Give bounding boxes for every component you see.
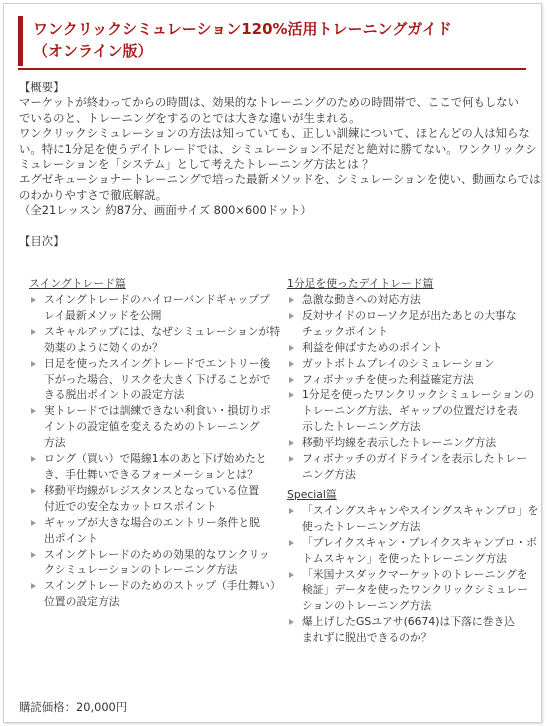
toc-item bbox=[287, 292, 532, 308]
overview-line: でいるのと、トレーニングをするのとでは大きな違いが生まれる。 bbox=[19, 110, 361, 125]
toc-item-text: 移動平均線がレジスタンスとなっている位置 bbox=[44, 483, 260, 497]
special-heading: Special篇 bbox=[287, 487, 337, 501]
toc-item bbox=[287, 340, 532, 356]
triangle-bullet-icon bbox=[289, 377, 294, 383]
triangle-bullet-icon bbox=[31, 361, 36, 367]
toc-item bbox=[29, 403, 269, 451]
triangle-bullet-icon bbox=[289, 508, 294, 514]
triangle-bullet-icon bbox=[31, 297, 36, 303]
toc-item-text: ロング（買い）で陽線1本のあと下げ始めたと bbox=[44, 452, 267, 466]
triangle-bullet-icon bbox=[31, 408, 36, 414]
toc-item bbox=[287, 308, 532, 340]
contents-heading: 【目次】 bbox=[19, 233, 65, 248]
triangle-bullet-icon bbox=[31, 520, 36, 526]
toc-item-text: スキャルアップには、なぜシミュレーションが特 bbox=[44, 324, 281, 338]
triangle-bullet-icon bbox=[289, 297, 294, 303]
overview-section bbox=[19, 80, 541, 249]
triangle-bullet-icon bbox=[289, 540, 294, 546]
toc-item bbox=[287, 387, 535, 435]
triangle-bullet-icon bbox=[31, 488, 36, 494]
toc-item-text: 実トレードでは訓練できない利食い・損切りポ bbox=[44, 404, 271, 418]
toc-item bbox=[29, 292, 269, 324]
toc-item-text: フィボナッチのガイドラインを表示したトレー bbox=[302, 452, 528, 466]
swing-trade-column bbox=[29, 276, 281, 610]
overview-line: のわかりやすさで徹底解説。 bbox=[19, 187, 168, 202]
toc-item-text: 使ったトレーニング方法 bbox=[302, 519, 421, 533]
toc-item-text: ションのトレーニング方法 bbox=[302, 599, 432, 613]
day-trade-heading: 1分足を使ったデイトレード篇 bbox=[287, 277, 434, 290]
toc-item-text: 利益を伸ばすためのポイント bbox=[302, 340, 443, 354]
triangle-bullet-icon bbox=[289, 392, 294, 398]
overview-line: ミュレーションを「システム」として考えたトレーニング方法とは ？ bbox=[19, 157, 374, 172]
toc-item-text: 「スイングスキャンやスイングスキャンプロ」を bbox=[302, 503, 539, 517]
toc-item bbox=[29, 515, 269, 547]
overview-line: マーケットが終わってからの時間は、効果的なトレーニングのための時間帯で、ここで何もしない bbox=[19, 95, 520, 110]
toc-item-text: ニング方法 bbox=[302, 467, 356, 481]
toc-item bbox=[287, 372, 532, 388]
toc-item-text: チェックポイント bbox=[302, 324, 389, 338]
toc-item-text: きる脱出ポイントの設定方法 bbox=[44, 388, 185, 402]
toc-item-text: 「ブレイクスキャン・ブレイクスキャンプロ・ボ bbox=[302, 535, 537, 549]
toc-item-text: 反対サイドのローソク足が出たあとの大事な bbox=[302, 308, 517, 322]
toc-item bbox=[29, 324, 281, 356]
toc-item bbox=[287, 356, 532, 372]
day-trade-column bbox=[287, 276, 539, 646]
toc-item-text: まれずに脱出できるのか？ bbox=[302, 631, 432, 645]
toc-item bbox=[29, 578, 281, 610]
triangle-bullet-icon bbox=[31, 583, 36, 589]
triangle-bullet-icon bbox=[289, 345, 294, 351]
overview-line: エグゼキューショナートレーニングで培った最新メソッドを、シミュレーションを使い、動画ならでは bbox=[19, 172, 541, 187]
triangle-bullet-icon bbox=[289, 313, 294, 319]
price-label: 購読価格：20,000円 bbox=[19, 700, 128, 714]
triangle-bullet-icon bbox=[289, 572, 294, 578]
toc-item-text: 「米国ナスダックマーケットのトレーニングを bbox=[302, 567, 528, 581]
toc-item-text: 移動平均線を表示したトレーニング方法 bbox=[302, 436, 497, 450]
toc-item-text: スイングトレードのための効果的なワンクリッ bbox=[44, 547, 270, 561]
toc-item-text: スイングトレードのハイローバンドギャッププ bbox=[44, 293, 270, 306]
toc-item-text: スイングトレードのためのストップ（手仕舞い） bbox=[44, 579, 281, 593]
toc-item bbox=[287, 451, 532, 483]
toc-item bbox=[29, 483, 269, 515]
toc-item-text: 1分足を使ったワンクリックシミュレーションの bbox=[302, 388, 535, 402]
triangle-bullet-icon bbox=[31, 552, 36, 558]
toc-item bbox=[29, 451, 269, 483]
toc-item-text: 効薬のように効くのか？ bbox=[44, 340, 163, 354]
overview-line: （全21レッスン 約87分、画面サイズ 800×600ドット） bbox=[19, 203, 312, 218]
overview-line: い。特に1分足を使うデイトレードでは、シミュレーション不足だと絶対に勝てない。ワンクリックシ bbox=[19, 141, 537, 156]
overview-line: ワンクリックシミュレーションの方法は知っていても、正しい訓練について、ほとんどの人は知らな bbox=[19, 126, 530, 141]
toc-item-text: 方法 bbox=[44, 436, 66, 450]
toc-item-text: 下がった場合、リスクを大きく下げることがで bbox=[44, 372, 271, 386]
toc-item bbox=[287, 535, 537, 567]
toc-item bbox=[29, 547, 269, 579]
overview-heading: 【概要】 bbox=[19, 80, 65, 94]
triangle-bullet-icon bbox=[31, 456, 36, 462]
toc-item-text: 検証」データを使ったワンクリックシミュレー bbox=[302, 583, 528, 597]
toc-item bbox=[287, 567, 532, 615]
swing-trade-heading: スイングトレード篇 bbox=[29, 277, 126, 290]
toc-item-text: トレーニング方法、ギャップの位置だけを表 bbox=[302, 404, 518, 418]
toc-item-text: 示したトレーニング方法 bbox=[302, 420, 421, 434]
toc-item-text: 付近での安全なカットロスポイント bbox=[44, 499, 217, 513]
triangle-bullet-icon bbox=[289, 619, 294, 625]
title-line-1: ワンクリックシミュレーション120%活用トレーニングガイド bbox=[33, 20, 452, 38]
triangle-bullet-icon bbox=[289, 456, 294, 462]
toc-item bbox=[287, 614, 532, 646]
toc-item-text: 日足を使ったスイングトレードでエントリー後 bbox=[44, 356, 271, 370]
toc-item bbox=[287, 435, 532, 451]
toc-item-text: 出ポイント bbox=[44, 531, 98, 545]
toc-item-text: 爆上げしたGSユアサ(6674)は下落に巻き込 bbox=[302, 615, 516, 629]
toc-item-text: クシミュレーションのトレーニング方法 bbox=[44, 563, 238, 577]
triangle-bullet-icon bbox=[289, 440, 294, 446]
toc-item-text: フィボナッチを使った利益確定方法 bbox=[302, 372, 474, 386]
triangle-bullet-icon bbox=[289, 361, 294, 367]
toc-item bbox=[29, 356, 269, 404]
page-title bbox=[18, 16, 526, 66]
title-line-2: （オンライン版） bbox=[33, 42, 153, 60]
toc-item-text: イントの設定値を変えるためのトレーニング bbox=[44, 420, 260, 434]
toc-item-text: レイ最新メソッドを公開 bbox=[44, 308, 162, 322]
toc-item-text: 急激な動きへの対応方法 bbox=[302, 293, 421, 306]
toc-item-text: トムスキャン」を使ったトレーニング方法 bbox=[302, 551, 507, 565]
triangle-bullet-icon bbox=[31, 329, 36, 335]
toc-item bbox=[287, 503, 539, 535]
title-divider bbox=[18, 68, 526, 70]
toc-item-text: ギャップが大きな場合のエントリー条件と脱 bbox=[44, 515, 260, 529]
toc-item-text: 位置の設定方法 bbox=[44, 595, 120, 609]
toc-item-text: き、手仕舞いできるフォーメーションとは？ bbox=[44, 467, 258, 481]
toc-item-text: ガットボトムプレイのシミュレーション bbox=[302, 356, 495, 370]
